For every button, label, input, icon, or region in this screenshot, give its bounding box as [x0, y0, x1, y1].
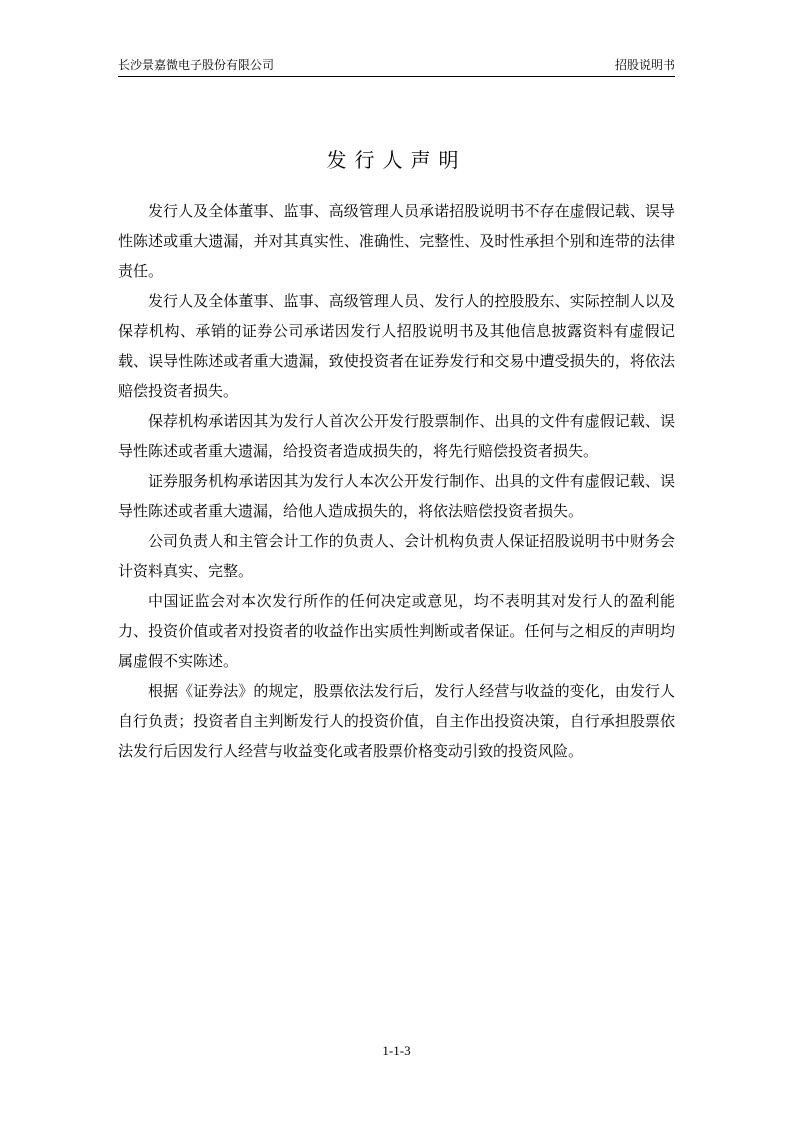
- page-title: 发行人声明: [326, 148, 467, 172]
- page-number: 1-1-3: [382, 1043, 411, 1058]
- paragraph-7: 根据《证券法》的规定，股票依法发行后，发行人经营与收益的变化，由发行人自行负责；投资者自主判断发行人的投资价值，自主作出投资决策，自行承担股票依法发行后因发行人经营与收益变化或者股票价格变动引致的投资风险。: [118, 682, 675, 760]
- header-divider: [118, 76, 675, 77]
- paragraph-4: 证券服务机构承诺因其为发行人本次公开发行制作、出具的文件有虚假记载、误导性陈述或者重大遗漏，给他人造成损失的，将依法赔偿投资者损失。: [118, 472, 675, 520]
- header-document-type: 招股说明书: [614, 58, 675, 72]
- paragraph-6: 中国证监会对本次发行所作的任何决定或意见，均不表明其对发行人的盈利能力、投资价值或者对投资者的收益作出实质性判断或者保证。任何与之相反的声明均属虚假不实陈述。: [118, 592, 675, 670]
- paragraph-2: 发行人及全体董事、监事、高级管理人员、发行人的控股股东、实际控制人以及保荐机构、承销的证券公司承诺因发行人招股说明书及其他信息披露资料有虚假记载、误导性陈述或者重大遗漏，致使投资者在证券发行和交易中遭受损失的，将依法赔偿投资者损失。: [118, 292, 675, 400]
- paragraph-5: 公司负责人和主管会计工作的负责人、会计机构负责人保证招股说明书中财务会计资料真实、完整。: [118, 532, 675, 580]
- paragraph-3: 保荐机构承诺因其为发行人首次公开发行股票制作、出具的文件有虚假记载、误导性陈述或者重大遗漏，给投资者造成损失的，将先行赔偿投资者损失。: [118, 412, 675, 460]
- page-header: [118, 56, 675, 74]
- declaration-body: [118, 196, 675, 766]
- paragraph-1: 发行人及全体董事、监事、高级管理人员承诺招股说明书不存在虚假记载、误导性陈述或重大遗漏，并对其真实性、准确性、完整性、及时性承担个别和连带的法律责任。: [118, 202, 675, 280]
- header-company-name: 长沙景嘉微电子股份有限公司: [118, 58, 275, 72]
